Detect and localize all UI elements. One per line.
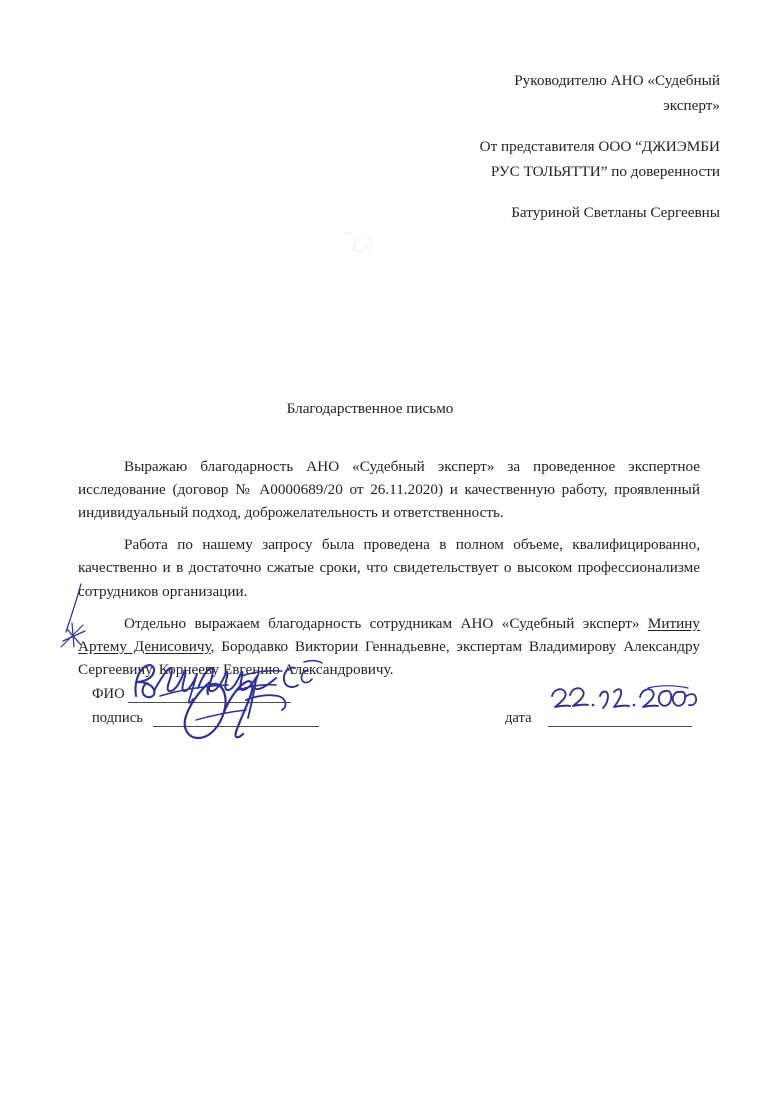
body-paragraph-3-tail: , Бородавко Виктории Геннадьевне, экспертам Владимирову Александру Сергеевичу, Корнееву Евгению Александровичу. <box>78 637 700 679</box>
date-rule <box>548 726 692 727</box>
date-row <box>505 706 532 730</box>
scan-artifact <box>340 228 380 262</box>
addressee-recipient <box>430 68 720 118</box>
date-label: дата <box>505 710 532 726</box>
body-paragraph-2: Работа по нашему запросу была проведена в полном объеме, квалифицированно, качественно и в достаточно сжатые сроки, что свидетельствует о высоком профессионализме сотрудников организации. <box>78 536 700 600</box>
addressee-sender-name: Батуриной Светланы Сергеевны <box>511 204 720 221</box>
body-paragraph-1: Выражаю благодарность АНО «Судебный эксперт» за проведенное экспертное исследование (договор № А0000689/20 от 26.11.2020) и качественную работу, проявленный индивидуальный подход, доброжелательность и ответственность. <box>78 458 700 522</box>
addressee-recipient-line1: Руководителю АНО «Судебный <box>514 72 720 89</box>
fio-label: ФИО <box>92 686 125 702</box>
signature-block <box>92 682 332 730</box>
addressee-recipient-line2: эксперт» <box>663 97 720 114</box>
fio-row <box>92 682 332 706</box>
handwritten-date <box>548 684 698 716</box>
podpis-rule <box>153 726 319 727</box>
body-paragraph-3 <box>78 612 700 682</box>
page-title: Благодарственное письмо <box>286 400 454 417</box>
addressee-sender-person <box>430 200 720 225</box>
body-paragraph-3-lead: Отдельно выражаем благодарность сотрудникам АНО «Судебный эксперт» <box>124 614 648 632</box>
addressee-sender-org <box>430 134 720 184</box>
letter-body <box>78 455 700 681</box>
podpis-label: подпись <box>92 710 143 726</box>
addressee-block <box>430 68 720 225</box>
podpis-row <box>92 706 332 730</box>
fio-rule <box>128 702 291 703</box>
addressee-sender-line2: РУС ТОЛЬЯТТИ” по доверенности <box>490 163 720 180</box>
body-paragraph-3-highlighted-name: Митину Артему Денисовичу <box>78 614 700 655</box>
addressee-sender-line1: От представителя ООО “ДЖИЭМБИ <box>479 138 720 155</box>
